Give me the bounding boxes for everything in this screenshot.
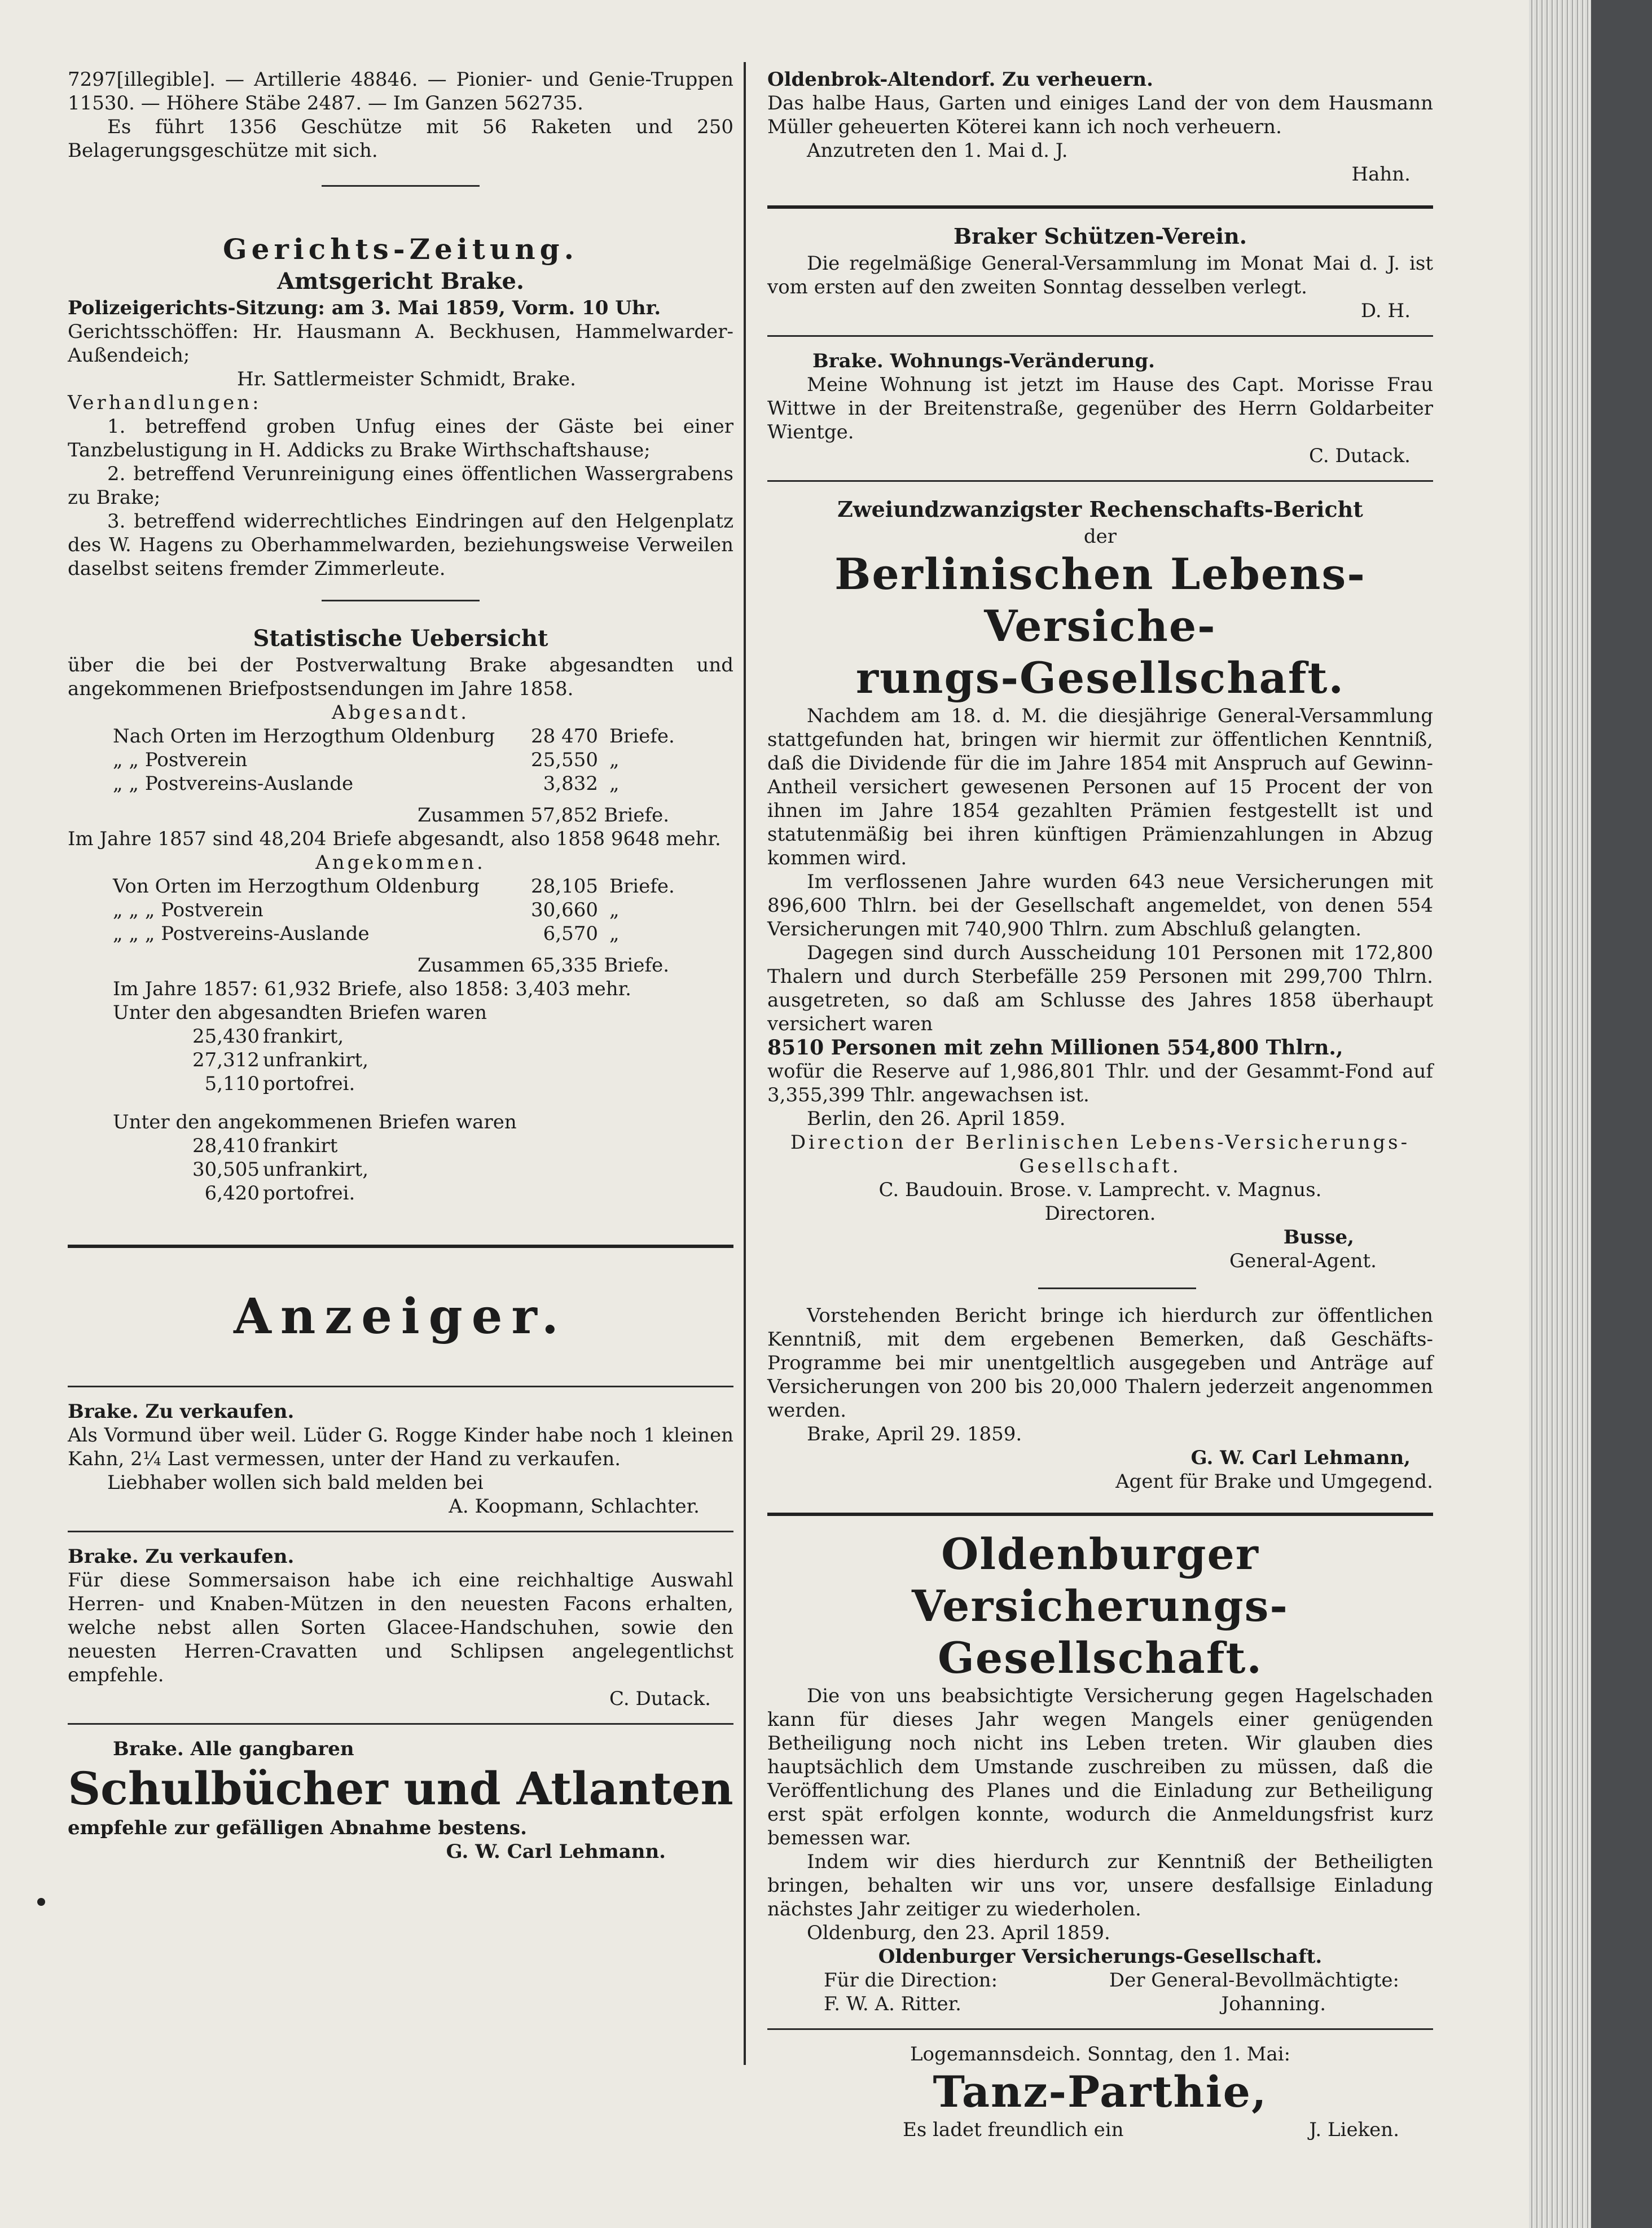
tanz-parthie-headline: Tanz-Parthie, [933, 2067, 1268, 2117]
verhandlungen-label: Verhandlungen: [68, 392, 262, 414]
ad-body: empfehle zur gefälligen Abnahme bestens. [68, 1817, 527, 1839]
sitzung-line: Polizeigerichts-Sitzung: am 3. Mai 1859, Vorm. 10 Uhr. [68, 297, 661, 319]
ad-rule [767, 205, 1433, 209]
report-date: Berlin, den 26. April 1859. [807, 1108, 1066, 1130]
ad-heading: Brake. Zu verkaufen. [68, 1400, 295, 1423]
ad-body: Für diese Sommersaison habe ich eine reichhaltige Auswahl Herren- und Knaben-Mützen in den neuesten Facons erhalten, welche nebst allen Sorten Glacee-Handschuhen, sowie den neuesten Herren-Cravatten und Schlipsen angelegentlichst empfehle. [68, 1569, 733, 1686]
ad-signature: D. H. [1360, 300, 1411, 322]
ad-rule [68, 1723, 733, 1725]
notice-paragraph: Die von uns beabsichtigte Versicherung gegen Hagelschaden kann für dieses Jahr wegen Mangels einer genügenden Betheiligung noch nicht ins Leben treten. Wir glauben dies hauptsächlich dem Umstande zuschreiben zu müssen, daß die Veröffentlichung des Planes und die Einladung zur Betheiligung erst spät erfolgen konnte, wodurch die Anmeldungsfrist kurz bemessen war. [767, 1685, 1433, 1849]
list-item: 25,430 frankirt, [192, 1025, 344, 1048]
angekommen-detail-title: Unter den angekommenen Briefen waren [113, 1111, 517, 1133]
ad-heading: Brake. Alle gangbaren [113, 1738, 354, 1760]
angekommen-label: Angekommen. [315, 851, 486, 874]
abgesandt-label: Abgesandt. [331, 701, 470, 724]
section-rule [322, 185, 480, 187]
binding-hole [37, 1898, 45, 1906]
ad-body: Die regelmäßige General-Versammlung im Monat Mai d. J. ist vom ersten auf den zweiten Sonntag desselben verlegt. [767, 252, 1433, 298]
report-signature-title: Agent für Brake und Umgegend. [1115, 1470, 1433, 1493]
statistik-subtitle: über die bei der Postverwaltung Brake abgesandten und angekommenen Briefpostsendungen im Jahre 1858. [68, 654, 733, 700]
rechenschaftsbericht-heading: Zweiundzwanzigster Rechenschafts-Bericht [837, 496, 1363, 522]
scan-background [1591, 0, 1652, 2228]
notice-org: Oldenburger Versicherungs-Gesellschaft. [878, 1945, 1323, 1968]
ad-body: Meine Wohnung ist jetzt im Hause des Capt. Morisse Frau Wittwe in der Breitenstraße, gegenüber des Herrn Goldarbeiter Wientge. [767, 373, 1433, 443]
army-statistics-text: 7297[illegible]. — Artillerie 48846. — Pionier- und Genie-Truppen 11530. — Höhere Stäbe 2487. — Im Ganzen 562735. [68, 68, 733, 115]
verhandlung-item: 3. betreffend widerrechtliches Eindringen auf den Helgenplatz des W. Hagens zu Oberhammelwarden, beziehungsweise Verweilen daselbst seitens fremder Zimmerleute. [68, 510, 733, 580]
anzeiger-heading: Anzeiger. [234, 1288, 568, 1345]
ad-heading: Brake. Zu verkaufen. [68, 1545, 295, 1568]
ad-body: Liebhaber wollen sich bald melden bei [107, 1471, 484, 1494]
oldenburger-headline: Oldenburger Versicherungs- [912, 1529, 1289, 1631]
ad-signature: C. Dutack. [609, 1688, 711, 1710]
amtsgericht-heading: Amtsgericht Brake. [277, 268, 524, 295]
report-direction: Direction der Berlinischen Lebens-Versicherungs-Gesellschaft. [790, 1131, 1411, 1177]
ad-rule [767, 335, 1433, 337]
report-directors-label: Directoren. [1044, 1202, 1156, 1225]
notice-paragraph: Indem wir dies hierdurch zur Kenntniß der Betheiligten bringen, behalten wir uns vor, unsere desfallsige Einladung nächstes Jahr zeitiger zu wiederholen. [767, 1851, 1433, 1921]
schulbuecher-headline: Schulbücher und Atlanten [68, 1762, 733, 1815]
ad-rule [767, 2028, 1433, 2030]
angekommen-1857: Im Jahre 1857: 61,932 Briefe, also 1858: 3,403 mehr. [113, 978, 631, 1000]
abgesandt-detail-title: Unter den abgesandten Briefen waren [113, 1001, 487, 1024]
ad-body: Anzutreten den 1. Mai d. J. [807, 139, 1068, 162]
left-column [68, 68, 733, 1864]
report-paragraph: Dagegen sind durch Ausscheidung 101 Personen mit 172,800 Thalern und durch Sterbefälle 259 Personen mit 299,700 Thlrn. ausgetreten, so daß am Schlusse des Jahres 1858 überhaupt versichert waren [767, 942, 1433, 1035]
ad-invite: Es ladet freundlich ein J. Lieken. [903, 2119, 1399, 2141]
ad-heading: Oldenbrok-Altendorf. Zu verheuern. [767, 68, 1153, 91]
report-date: Brake, April 29. 1859. [807, 1423, 1022, 1445]
ad-rule [68, 1531, 733, 1532]
ad-signature: Hahn. [1351, 163, 1411, 186]
verhandlung-item: 2. betreffend Verunreinigung eines öffentlichen Wassergrabens zu Brake; [68, 463, 733, 509]
report-paragraph: Im verflossenen Jahre wurden 643 neue Versicherungen mit 896,600 Thlrn. bei der Gesellschaft angemeldet, von denen 554 Versicherungen mit 740,900 Thlrn. zum Abschluß gelangten. [767, 871, 1433, 941]
list-item: 5,110 portofrei. [204, 1073, 355, 1095]
ad-body: Das halbe Haus, Garten und einiges Land der von dem Hausmann Müller geheuerten Köterei kann ich noch verheuern. [767, 92, 1433, 138]
ad-signature: A. Koopmann, Schlachter. [449, 1495, 700, 1518]
table-row: „ „ Postvereins-Auslande 3,832 „ [113, 772, 620, 795]
der-line: der [1083, 525, 1117, 548]
schuetzenverein-heading: Braker Schützen-Verein. [954, 223, 1247, 249]
ad-signature: G. W. Carl Lehmann. [446, 1840, 666, 1863]
notice-date: Oldenburg, den 23. April 1859. [807, 1922, 1110, 1944]
ad-rule [767, 1513, 1433, 1516]
table-row: Nach Orten im Herzogthum Oldenburg 28 470 Briefe. [113, 725, 675, 748]
list-item: 6,420 portofrei. [204, 1182, 355, 1205]
abgesandt-total: Zusammen 57,852 Briefe. [418, 804, 670, 827]
section-rule [322, 600, 480, 601]
abgesandt-1857: Im Jahre 1857 sind 48,204 Briefe abgesandt, also 1858 9648 mehr. [68, 828, 721, 850]
report-agent-title: General-Agent. [1229, 1250, 1377, 1272]
table-row: „ „ Postverein 25,550 „ [113, 749, 620, 771]
table-row: „ „ „ Postvereins-Auslande 6,570 „ [113, 922, 620, 945]
list-item: 27,312 unfrankirt, [192, 1049, 368, 1071]
notice-signatories: Für die Direction: Der General-Bevollmächtigte: [824, 1969, 1399, 1992]
army-guns-text: Es führt 1356 Geschütze mit 56 Raketen und 250 Belagerungsgeschütze mit sich. [68, 116, 733, 162]
angekommen-total: Zusammen 65,335 Briefe. [418, 954, 670, 977]
column-divider [744, 62, 746, 2065]
report-bold-total: 8510 Personen mit zehn Millionen 554,800 Thlrn., [767, 1036, 1343, 1060]
ad-rule [767, 480, 1433, 482]
berlinische-headline: rungs-Gesellschaft. [856, 653, 1345, 703]
section-rule [1038, 1287, 1196, 1289]
ad-rule [68, 1386, 733, 1387]
ad-heading: Brake. Wohnungs-Veränderung. [812, 350, 1155, 372]
schoeffen-line-1: Gerichtsschöffen: Hr. Hausmann A. Beckhusen, Hammelwarder-Außendeich; [68, 320, 733, 367]
report-paragraph: Vorstehenden Bericht bringe ich hierdurch zur öffentlichen Kenntniß, mit dem ergebenen Bemerken, daß Geschäfts-Programme bei mir unentgeltlich ausgegeben und Anträge auf Versicherungen von 200 bis 20,000 Thalern jederzeit angenommen werden. [767, 1304, 1433, 1422]
report-agent-name: Busse, [1283, 1226, 1354, 1249]
notice-signatory-names: F. W. A. Ritter. Johanning. [824, 1993, 1326, 2015]
report-directors: C. Baudouin. Brose. v. Lamprecht. v. Magnus. [878, 1179, 1322, 1201]
report-paragraph: Nachdem am 18. d. M. die diesjährige General-Versammlung stattgefunden hat, bringen wir hiermit zur öffentlichen Kenntniß, daß die Dividende für die im Jahre 1854 mit Anspruch auf Gewinn-Antheil versichert gewesenen Personen auf 15 Procent der von ihnen im Jahre 1854 gezahlten Prämien festgestellt ist und statutenmäßig bei ihren künftigen Prämienzahlungen in Abzug kommen wird. [767, 705, 1433, 869]
verhandlung-item: 1. betreffend groben Unfug eines der Gäste bei einer Tanzbelustigung in H. Addicks zu Brake Wirthschaftshause; [68, 415, 733, 462]
section-rule [68, 1245, 733, 1248]
table-row: „ „ „ Postverein 30,660 „ [113, 899, 620, 921]
ad-body: Als Vormund über weil. Lüder G. Rogge Kinder habe noch 1 kleinen Kahn, 2¼ Last vermessen, unter der Hand zu verkaufen. [68, 1424, 733, 1470]
statistik-heading: Statistische Uebersicht [253, 625, 548, 652]
ad-heading: Logemannsdeich. Sonntag, den 1. Mai: [910, 2043, 1291, 2066]
report-signature: G. W. Carl Lehmann, [1190, 1447, 1411, 1469]
table-row: Von Orten im Herzogthum Oldenburg 28,105 Briefe. [113, 875, 675, 898]
gerichts-zeitung-heading: Gerichts-Zeitung. [222, 232, 579, 266]
right-column [767, 68, 1433, 2142]
ad-signature: C. Dutack. [1309, 445, 1411, 467]
schoeffen-line-2: Hr. Sattlermeister Schmidt, Brake. [237, 368, 576, 390]
list-item: 30,505 unfrankirt, [192, 1158, 368, 1181]
list-item: 28,410 frankirt [192, 1135, 338, 1157]
report-paragraph: wofür die Reserve auf 1,986,801 Thlr. und der Gesammt-Fond auf 3,355,399 Thlr. angewachsen ist. [767, 1060, 1433, 1106]
oldenburger-headline: Gesellschaft. [938, 1633, 1263, 1683]
berlinische-headline: Berlinischen Lebens-Versiche- [834, 549, 1366, 651]
